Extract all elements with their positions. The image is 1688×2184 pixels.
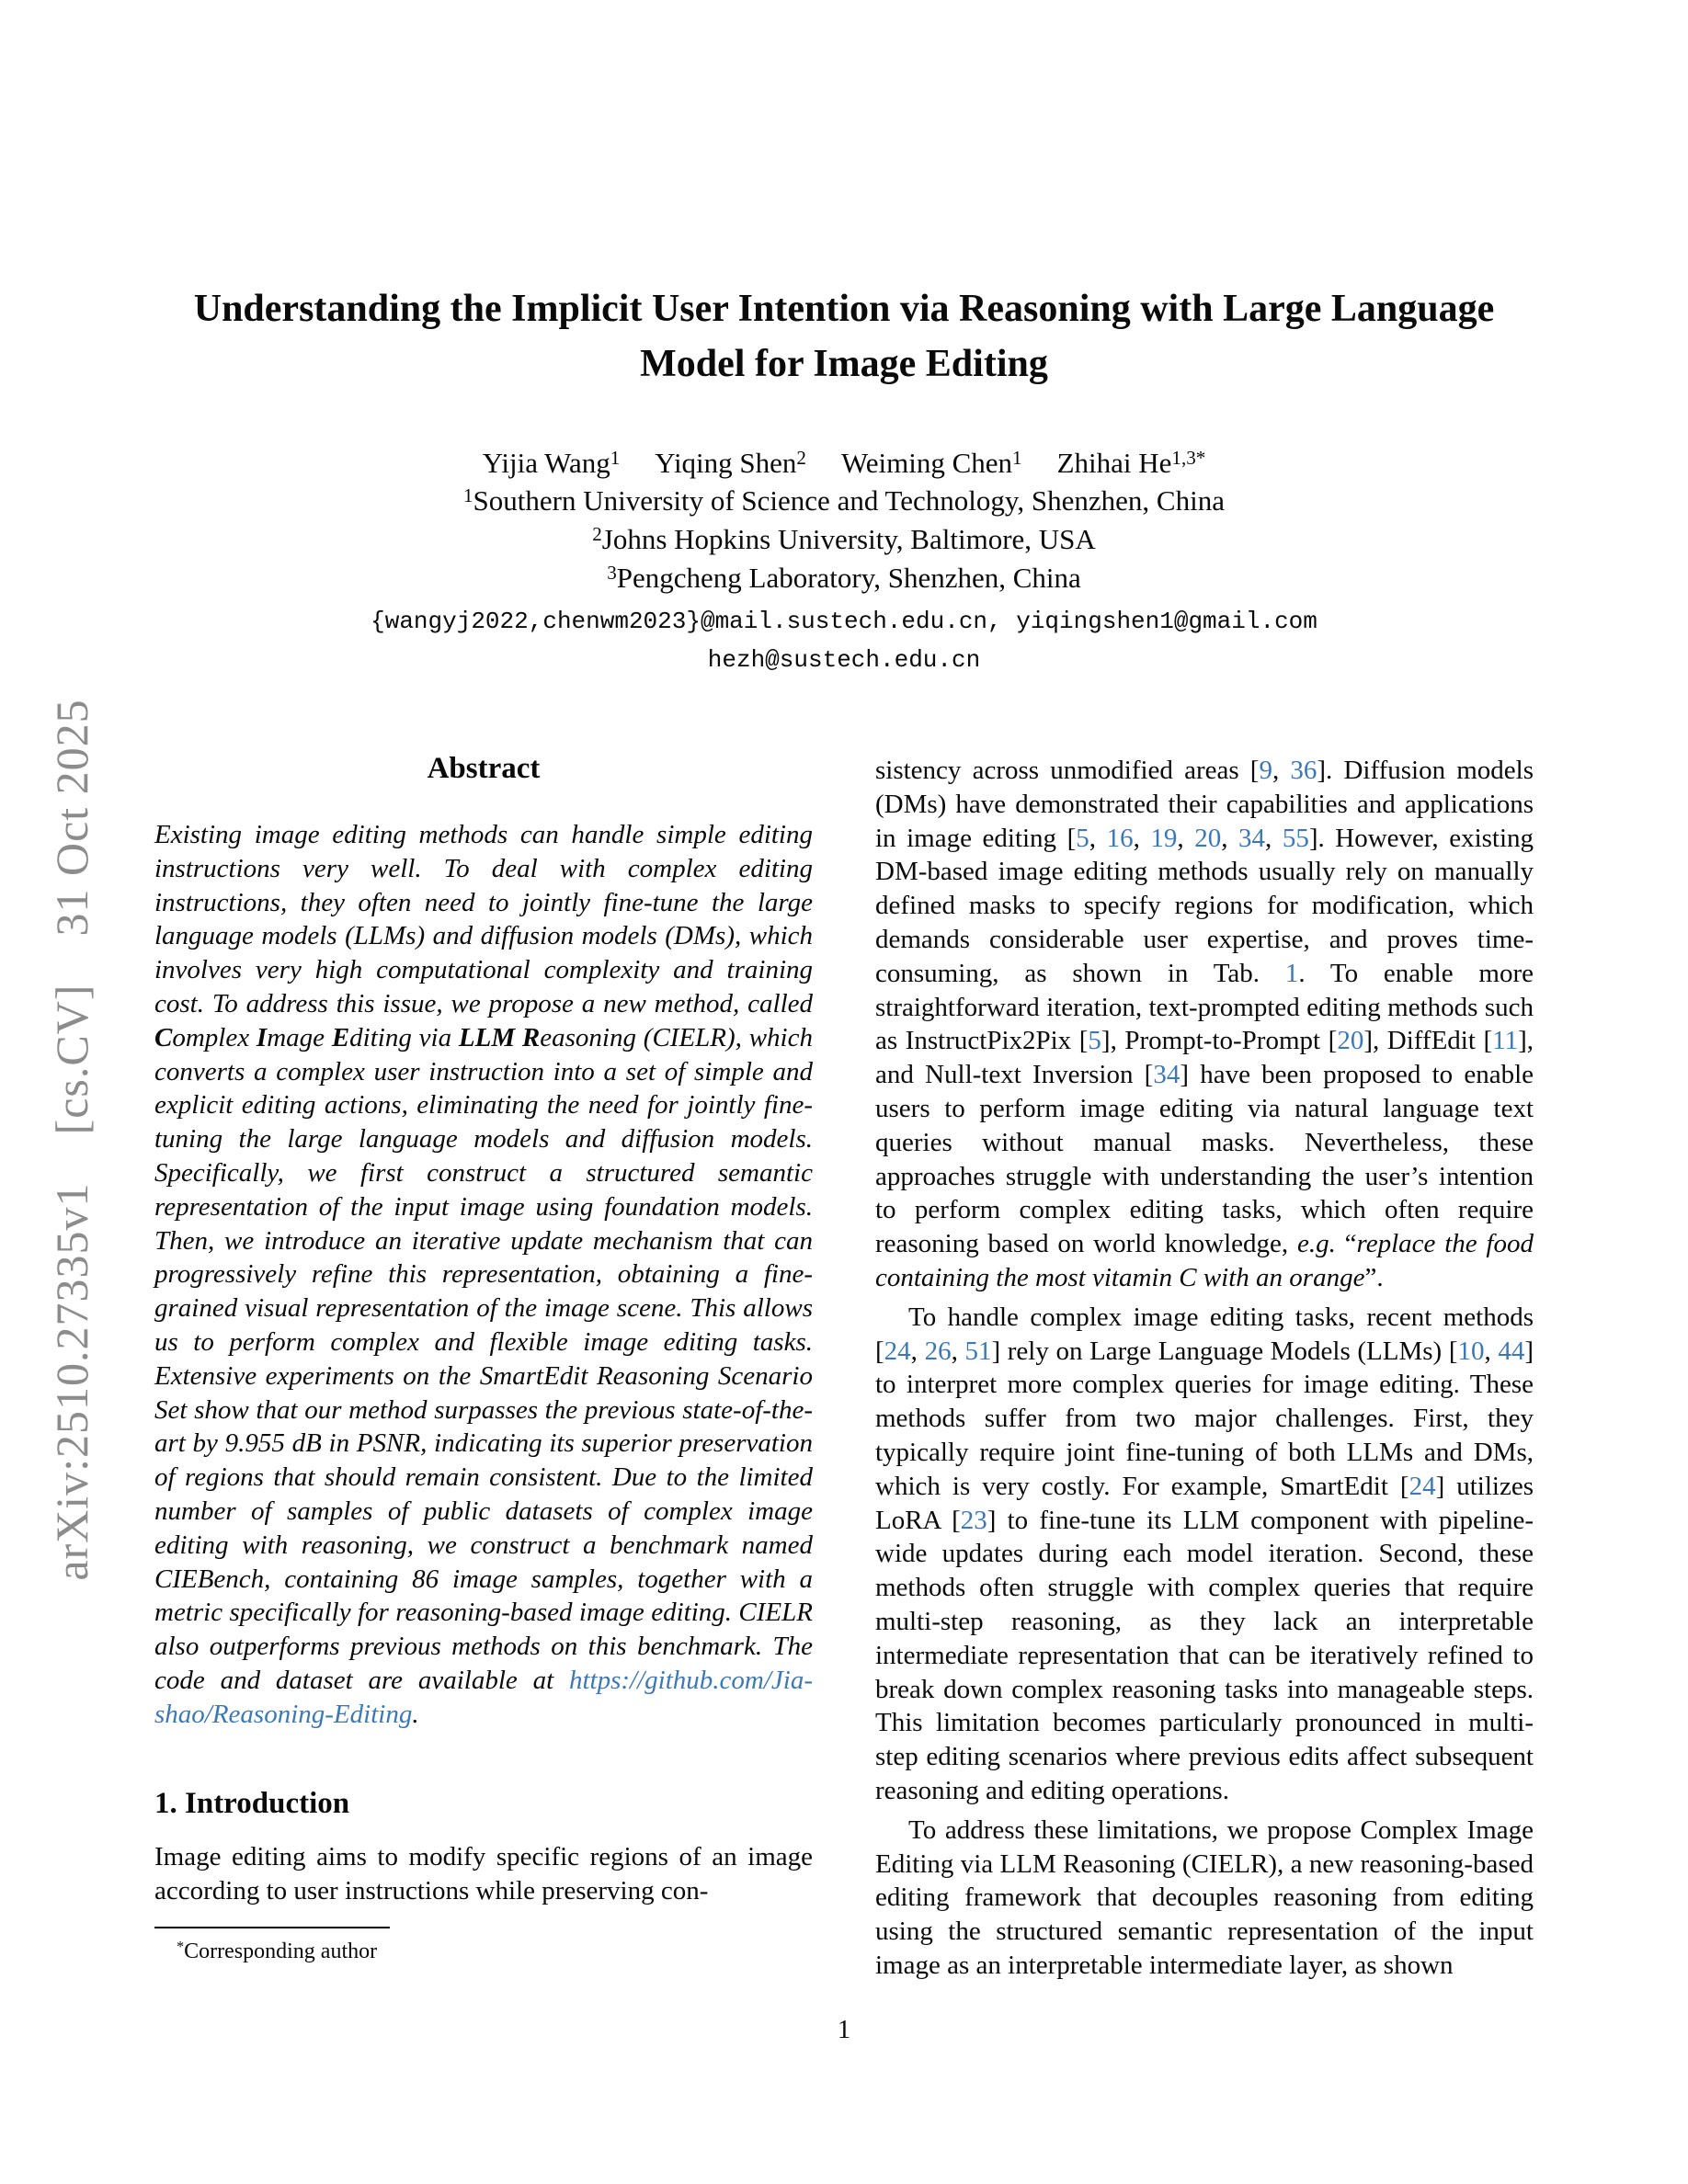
text-segment: Zhihai He <box>1056 447 1172 479</box>
citation-ref[interactable]: 9 <box>1259 756 1272 785</box>
text-segment: ] to interpret more complex queries for image editing. These methods suffer from two major challenges. First, they typically require joint fine-tuning of both LLMs and DMs, which is very costly. For example, SmartEdit [ <box>875 1336 1534 1501</box>
text-segment: ]. However, existing DM-based image editing methods usually rely on manually defined masks to specify regions for modification, which demands considerable user expertise, and proves time-consuming, as shown in Tab. <box>875 823 1534 988</box>
text-segment: omplex <box>172 1022 257 1052</box>
text-segment: * <box>177 1937 185 1955</box>
email-block <box>0 602 1688 679</box>
github-link[interactable]: https://github.com/Jia-shao/Reasoning-Editing <box>154 1665 813 1729</box>
text-segment: ] have been proposed to enable users to perform image editing via natural language text queries without manual masks. Nevertheless, these approaches struggle with understanding the user’s intention to perform complex editing tasks, which often require reasoning based on world knowledge, <box>875 1060 1534 1259</box>
text-segment: ]. Diffusion models (DMs) have demonstrated their capabilities and applications in image editing [ <box>875 756 1534 853</box>
text-segment: ”. <box>1364 1262 1384 1292</box>
text-segment: R <box>521 1022 541 1052</box>
text-segment: 2 <box>796 446 806 469</box>
text-segment: ] utilizes LoRA [ <box>875 1471 1534 1535</box>
paper-title-line2: Model for Image Editing <box>640 343 1048 385</box>
introduction-heading: 1. Introduction <box>154 1787 350 1820</box>
body-paragraph-continuation <box>875 754 1534 1295</box>
text-segment: . <box>412 1699 419 1729</box>
affiliation-2 <box>0 520 1688 559</box>
citation-ref[interactable]: 36 <box>1290 756 1317 785</box>
text-segment: , <box>910 1336 925 1366</box>
text-segment: mage <box>267 1022 332 1052</box>
text-segment: C <box>154 1022 173 1052</box>
citation-ref[interactable]: 5 <box>1088 1026 1101 1056</box>
text-segment: To address these limitations, we propose Complex Image Editing via LLM Reasoning (CIELR), a new reasoning-based editing framework that decouples reasoning from editing using the structured semantic representation of the input image as an interpretable intermediate layer, as shown <box>875 1814 1534 1980</box>
text-segment: easoning (CIELR), which converts a complex user instruction into a set of simple and explicit editing actions, eliminating the need for jointly fine-tuning the large language models and diffusion models. Specifically, we first construct a structured semantic representation of the input image using foundation models. Then, we introduce an iterative update mechanism that can progressively refine this representation, obtaining a fine-grained visual representation of the image scene. This allows us to perform complex and flexible image editing tasks. Extensive experiments on the SmartEdit Reasoning Scenario Set show that our method surpasses the previous state-of-the-art by 9.955 dB in PSNR, indicating its superior preservation of regions that should remain consistent. Due to the limited number of samples of public datasets of complex image editing with reasoning, we construct a benchmark named CIEBench, containing 86 image samples, together with a metric specifically for reasoning-based image editing. CIELR also outperforms previous methods on this benchmark. The code and dataset are available at <box>154 1022 813 1695</box>
text-segment: 1 <box>610 446 621 469</box>
text-segment: Existing image editing methods can handle simple editing instructions very well. To deal with complex editing instructions, they often need to jointly fine-tune the large language models (LLMs) and diffusion models (DMs), which involves very high computational complexity and training cost. To address this issue, we propose a new method, called <box>154 820 813 1018</box>
text-segment: , <box>1265 823 1283 853</box>
citation-ref[interactable]: 20 <box>1337 1026 1364 1056</box>
citation-ref[interactable]: 34 <box>1153 1060 1180 1090</box>
text-segment: To handle complex image editing tasks, recent methods [ <box>875 1302 1534 1366</box>
affiliation-1 <box>0 482 1688 520</box>
citation-ref[interactable]: 23 <box>960 1505 987 1535</box>
text-segment: , <box>951 1336 965 1366</box>
page-number: 1 <box>837 2015 851 2044</box>
author-line <box>0 445 1688 482</box>
citation-ref[interactable]: 11 <box>1492 1026 1519 1056</box>
text-segment: “ <box>1335 1229 1357 1259</box>
citation-ref[interactable]: 55 <box>1282 823 1309 853</box>
text-segment: Corresponding author <box>184 1939 378 1963</box>
text-segment: replace the food containing the most vitamin C with an orange <box>875 1229 1534 1292</box>
text-segment: ] to fine-tune its LLM component with pipeline-wide updates during each model iteration. Second, these methods often struggle with complex queries that require multi-step reasoning, as they lack an interpretable intermediate representation that can be iteratively refined to break down complex reasoning tasks into manageable steps. This limitation becomes particularly pronounced in multi-step editing scenarios where previous edits affect subsequent reasoning and editing operations. <box>875 1505 1534 1805</box>
corresponding-author-footnote <box>154 1938 835 1965</box>
text-segment: sistency across unmodified areas [ <box>875 756 1260 785</box>
text-segment: LLM <box>458 1022 516 1052</box>
text-segment: e.g. <box>1296 1229 1336 1259</box>
citation-ref[interactable]: 19 <box>1150 823 1178 853</box>
text-segment: , <box>1484 1336 1499 1366</box>
text-segment: 3 <box>607 561 617 584</box>
text-segment: 1,3* <box>1171 446 1206 469</box>
text-segment: . To enable more straightforward iteration, text-prompted editing methods such as InstructPix2Pix [ <box>875 958 1534 1056</box>
text-segment: 1 <box>1012 446 1022 469</box>
paper-title <box>0 281 1688 392</box>
citation-ref[interactable]: 44 <box>1498 1336 1525 1366</box>
text-segment: I <box>256 1022 268 1052</box>
text-segment: diting via <box>349 1022 459 1052</box>
citation-ref[interactable]: 24 <box>1409 1471 1436 1501</box>
text-segment: , <box>1177 823 1195 853</box>
text-segment: 1 <box>463 483 473 506</box>
text-segment: ] rely on Large Language Models (LLMs) [ <box>991 1336 1458 1366</box>
citation-ref[interactable]: 20 <box>1194 823 1222 853</box>
text-segment <box>515 1023 522 1052</box>
body-paragraph-3 <box>875 1814 1534 1983</box>
abstract-heading: Abstract <box>427 752 541 785</box>
right-column <box>875 754 1534 1983</box>
text-segment: , <box>1089 823 1107 853</box>
citation-ref[interactable]: 26 <box>924 1336 952 1366</box>
body-paragraph-2 <box>875 1301 1534 1808</box>
text-segment: ], Prompt-to-Prompt [ <box>1101 1026 1338 1056</box>
text-segment: 2 <box>592 522 602 545</box>
citation-ref[interactable]: 5 <box>1076 823 1089 853</box>
citation-ref[interactable]: 51 <box>964 1336 992 1366</box>
text-segment: , <box>1272 756 1291 785</box>
text-segment: E <box>331 1022 350 1052</box>
footnote-divider <box>154 1927 390 1928</box>
email-line-1: {wangyj2022,chenwm2023}@mail.sustech.edu.cn, yiqingshen1@gmail.com <box>371 608 1317 635</box>
citation-ref[interactable]: 10 <box>1457 1336 1485 1366</box>
text-segment: Weiming Chen <box>840 447 1013 479</box>
citation-ref[interactable]: 24 <box>884 1336 911 1366</box>
citation-ref[interactable]: 16 <box>1106 823 1134 853</box>
citation-ref[interactable]: 1 <box>1284 958 1299 988</box>
arxiv-watermark: arXiv:2510.27335v1 [cs.CV] 31 Oct 2025 <box>46 699 97 1581</box>
affiliation-block <box>0 482 1688 597</box>
paper-title-line1: Understanding the Implicit User Intention via Reasoning with Large Language <box>193 288 1495 330</box>
text-segment: Johns Hopkins University, Baltimore, USA <box>601 523 1096 555</box>
text-segment: , <box>1221 823 1239 853</box>
email-line-2: hezh@sustech.edu.cn <box>707 646 981 674</box>
text-segment: Pengcheng Laboratory, Shenzhen, China <box>616 562 1081 594</box>
text-segment: Yijia Wang <box>482 447 610 479</box>
affiliation-3 <box>0 559 1688 597</box>
text-segment: Image editing aims to modify specific regions of an image according to user instructions while preserving con- <box>154 1842 813 1905</box>
abstract-paragraph <box>154 818 813 1732</box>
text-segment: , <box>1133 823 1151 853</box>
text-segment: ], and Null-text Inversion [ <box>875 1026 1534 1090</box>
text-segment: Yiqing Shen <box>655 447 797 479</box>
text-segment: Southern University of Science and Technology, Shenzhen, China <box>473 484 1225 517</box>
text-segment: ], DiffEdit [ <box>1363 1026 1493 1056</box>
introduction-paragraph <box>154 1840 813 1908</box>
citation-ref[interactable]: 34 <box>1238 823 1266 853</box>
